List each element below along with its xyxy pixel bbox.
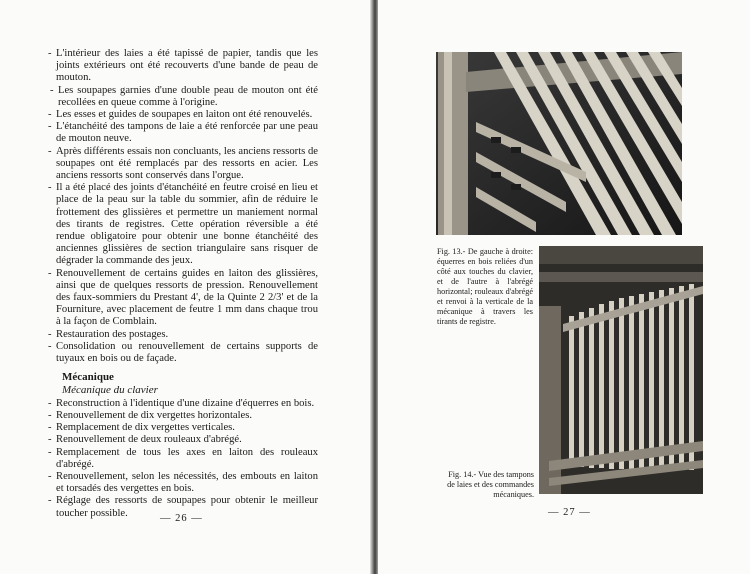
list-item: - Renouvellement de deux rouleaux d'abrégé. (46, 434, 318, 446)
list-item: - L'étanchéité des tampons de laie a été renforcée par une peau de mouton neuve. (46, 121, 318, 145)
list-item: - Les esses et guides de soupapes en laiton ont été renouvelés. (46, 109, 318, 121)
list-item: - Remplacement de tous les axes en laiton des rouleaux d'abrégé. (46, 447, 318, 471)
organ-trackers-photo (539, 246, 703, 494)
left-text-column (46, 48, 318, 520)
list-item: - Consolidation ou renouvellement de certains supports de tuyaux en bois ou de façade. (46, 341, 318, 365)
figure-14-caption: Fig. 14.- Vue des tampons de laies et des commandes mécaniques. (447, 470, 534, 499)
list-item: - Il a été placé des joints d'étanchéité en feutre croisé en lieu et place de la peau sur la table du sommier, afin de réduire le frottement des glissières et permettre un maniement normal des tirants de registres. Cette opération réversible a été rendue obligatoire pour obtenir une bonne étanchéité des anciennes glissières de section triangulaire sans risquer de dégrader la commande des jeux. (46, 182, 318, 267)
left-page (0, 0, 372, 574)
list-item: - Les soupapes garnies d'une double peau de mouton ont été recollées en queue comme à l'origine. (46, 85, 318, 109)
page-number-right: — 27 — (548, 507, 591, 518)
section-heading: Mécanique (62, 371, 114, 384)
mechanism-list (46, 398, 318, 520)
list-item: - Remplacement de dix vergettes verticales. (46, 422, 318, 434)
list-item: - Renouvellement de dix vergettes horizontales. (46, 410, 318, 422)
list-item: - Renouvellement, selon les nécessités, des embouts en laiton et torsadés des vergettes en bois. (46, 471, 318, 495)
restoration-list (46, 48, 318, 365)
list-item: - Après différents essais non concluants, les anciens ressorts de soupapes ont été remplacés par des ressorts en acier. Les anciens ressorts sont conservés dans l'orgue. (46, 146, 318, 183)
section-subheading: Mécanique du clavier (62, 384, 158, 397)
page-number-left: — 26 — (160, 513, 203, 524)
list-item: - L'intérieur des laies a été tapissé de papier, tandis que les joints extérieurs ont été recouverts d'une bande de peau de mouton. (46, 48, 318, 85)
list-item: - Reconstruction à l'identique d'une dizaine d'équerres en bois. (46, 398, 318, 410)
list-item: - Restauration des postages. (46, 329, 318, 341)
list-item: - Réglage des ressorts de soupapes pour obtenir le meilleur toucher possible. (46, 495, 318, 519)
list-item: - Renouvellement de certains guides en laiton des glissières, ainsi que de quelques ressorts de pression. Renouvellement des faux-sommiers du Prestant 4', de la Quinte 2 2/3' et de la Fourniture, avec placement de feutre 1 mm dans chaque trou à la façon de Comblain. (46, 268, 318, 329)
organ-mechanism-photo (436, 52, 682, 235)
right-page (378, 0, 750, 574)
figure-13-caption: Fig. 13.- De gauche à droite: équerres en bois reliées d'un côté aux touches du clavier, et de l'autre à l'abrégé horizontal; rouleaux d'abrégé et renvoi à la verticale de la mécanique à travers les tirants de registre. (437, 247, 533, 326)
